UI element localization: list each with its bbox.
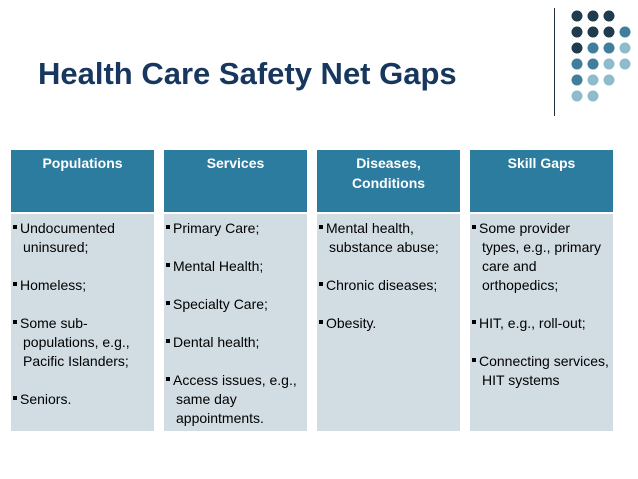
decorative-dot <box>572 11 583 22</box>
list-item: Some sub-populations, e.g., Pacific Islanders; <box>13 314 150 371</box>
slide-title: Health Care Safety Net Gaps <box>38 56 457 91</box>
list-item: Chronic diseases; <box>319 276 456 295</box>
column-body <box>11 212 154 431</box>
decorative-dot <box>588 27 599 38</box>
list-item: Dental health; <box>166 333 303 352</box>
column-body <box>164 212 307 431</box>
column-diseases-conditions <box>317 150 460 431</box>
list-item: Mental health, substance abuse; <box>319 219 456 257</box>
decorative-dot <box>572 75 583 86</box>
list-item: Primary Care; <box>166 219 303 238</box>
decorative-dot <box>604 75 615 86</box>
list-item: Undocumented uninsured; <box>13 219 150 257</box>
decorative-dot <box>572 59 583 70</box>
bullet-icon <box>472 358 476 362</box>
decorative-dot <box>620 43 631 54</box>
bullet-icon <box>472 320 476 324</box>
decorative-divider <box>554 8 555 116</box>
list-item: Access issues, e.g., same day appointments. <box>166 371 303 428</box>
decorative-dot <box>588 91 599 102</box>
decorative-dot <box>604 43 615 54</box>
bullet-icon <box>13 225 17 229</box>
bullet-icon <box>13 282 17 286</box>
decorative-dot <box>604 27 615 38</box>
column-header: Services <box>164 150 307 212</box>
column-body <box>470 212 613 431</box>
bullet-icon <box>166 301 170 305</box>
decorative-dot <box>604 11 615 22</box>
bullet-icon <box>13 396 17 400</box>
decorative-dot <box>604 59 615 70</box>
column-header: Skill Gaps <box>470 150 613 212</box>
column-populations <box>11 150 154 431</box>
column-header: Populations <box>11 150 154 212</box>
bullet-icon <box>166 377 170 381</box>
bullet-icon <box>13 320 17 324</box>
decorative-dot <box>620 59 631 70</box>
decorative-dot <box>588 59 599 70</box>
bullet-icon <box>472 225 476 229</box>
list-item: Mental Health; <box>166 257 303 276</box>
column-body <box>317 212 460 431</box>
list-item: Some provider types, e.g., primary care and orthopedics; <box>472 219 609 295</box>
gaps-table <box>11 150 613 431</box>
list-item: Homeless; <box>13 276 150 295</box>
bullet-icon <box>319 225 323 229</box>
column-skill-gaps <box>470 150 613 431</box>
decorative-dot <box>572 27 583 38</box>
column-services <box>164 150 307 431</box>
decorative-dot <box>588 11 599 22</box>
bullet-icon <box>319 320 323 324</box>
column-header: Diseases, Conditions <box>317 150 460 212</box>
list-item: HIT, e.g., roll-out; <box>472 314 609 333</box>
decorative-dot <box>572 43 583 54</box>
decorative-dot <box>588 43 599 54</box>
decorative-dot <box>572 91 583 102</box>
bullet-icon <box>166 225 170 229</box>
list-item: Specialty Care; <box>166 295 303 314</box>
list-item: Seniors. <box>13 390 150 409</box>
decorative-dot <box>588 75 599 86</box>
bullet-icon <box>166 263 170 267</box>
list-item: Connecting services, HIT systems <box>472 352 609 390</box>
bullet-icon <box>319 282 323 286</box>
list-item: Obesity. <box>319 314 456 333</box>
bullet-icon <box>166 339 170 343</box>
decorative-dot <box>620 27 631 38</box>
